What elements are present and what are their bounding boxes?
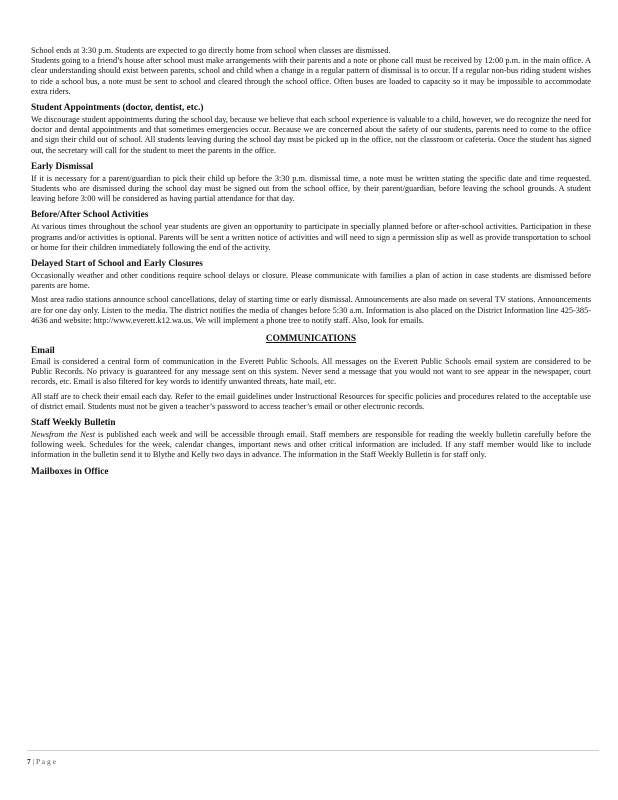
mailboxes-heading: Mailboxes in Office <box>31 466 109 477</box>
intro-paragraph: Students going to a friend’s house after school must make arrangements with their parents and a note or phone call must be received by 12:00 p.m. in the main office. A clear understanding should exist between parents, school and child when a change in a regular pattern of dismissal is to occur. If a regular non-bus riding student wishes to ride a school bus, a note must be sent to school and cleared through the school office. Often buses are loaded to capacity so it may be impossible to accommodate extra riders. <box>31 56 591 96</box>
email-paragraph: All staff are to check their email each day. Refer to the email guidelines under Instructional Resources for specific policies and procedures related to the acceptable use of district email. Students must not be given a teacher’s password to access teacher’s email or other electronic records. <box>31 391 591 411</box>
page-number: 7 <box>27 757 31 766</box>
document-page <box>31 46 591 479</box>
bulletin-title: Newsfrom the Nest <box>31 430 96 440</box>
bulletin-heading: Staff Weekly Bulletin <box>31 418 116 429</box>
section-before-after-school <box>31 210 591 253</box>
section-paragraph: If it is necessary for a parent/guardian to pick their child up before the 3:30 p.m. dismissal time, a note must be written stating the specific date and time requested. Students who are dismissed during the school day must be signed out from the school office, by their parent/guardian, before leaving the school grounds. A student leaving before 3:00 will be considered as having partial attendance for that day. <box>31 173 591 204</box>
section-paragraph: We discourage student appointments during the school day, because we believe that each school experience is valuable to a child, however, we do recognize the need for doctor and dental appointments and that sometimes emergencies occur. Because we are concerned about the safety of our students, parents need to come to the office and sign their child out of school. All students leaving during the school day must be picked up in the office, not the classroom or cafeteria. Once the student has signed out, the secretary will call for the student to meet the parents in the office. <box>31 115 591 155</box>
section-delayed-start <box>31 259 591 326</box>
page-footer <box>27 750 599 766</box>
section-student-appointments <box>31 103 591 156</box>
section-early-dismissal <box>31 162 591 205</box>
section-heading: Delayed Start of School and Early Closures <box>31 259 203 270</box>
section-heading: Before/After School Activities <box>31 210 149 221</box>
section-paragraph: At various times throughout the school year students are given an opportunity to participate in specially planned before or after-school activities. Participation in these programs and/or activities is optional. Parents will be sent a written notice of activities and will need to sign a permission slip as well as provide transportation to school or home for their children immediately following the end of the activity. <box>31 222 591 252</box>
section-paragraph: Most area radio stations announce school cancellations, delay of starting time or early dismissal. Announcements are also made on several TV stations. Announcements are for one day only. Listen to the media. The district notifies the media of changes before 5:30 a.m. Information is also placed on the District Information line 425-385-4636 and website: http://www.everett.k12.wa.us. We will implement a phone tree to notify staff. Also, look for emails. <box>31 295 591 325</box>
communications-title: COMMUNICATIONS <box>265 334 357 345</box>
page-label: | P a g e <box>32 757 56 766</box>
email-paragraph: Email is considered a central form of communication in the Everett Public Schools. All messages on the Everett Public Schools email system are considered to be Public Records. No privacy is guaranteed for any message sent on this system. Never send a message that you would not want to see appear in the newspaper, court records, etc. Email is also filtered for key words to identify unwanted threats, hate mail, etc. <box>31 357 591 387</box>
section-paragraph: Occasionally weather and other conditions require school delays or closure. Please communicate with families a plan of action in case students are dismissed before parents are home. <box>31 271 591 291</box>
section-heading: Early Dismissal <box>31 161 94 172</box>
intro-line-1: School ends at 3:30 p.m. Students are expected to go directly home from school when classes are dismissed. <box>31 46 391 55</box>
bulletin-paragraph <box>31 430 591 461</box>
bulletin-text: is published each week and will be accessible through email. Staff members are responsible for reading the weekly bulletin carefully before the following week. Schedules for the week, calendar changes, important news and other critical information are included. If any staff member would like to include information in the bulletin send it to Blythe and Kelly two days in advance. The information in the Staff Weekly Bulletin is for staff only. <box>31 430 591 460</box>
section-heading: Student Appointments (doctor, dentist, etc.) <box>31 103 204 114</box>
email-heading: Email <box>31 346 55 357</box>
